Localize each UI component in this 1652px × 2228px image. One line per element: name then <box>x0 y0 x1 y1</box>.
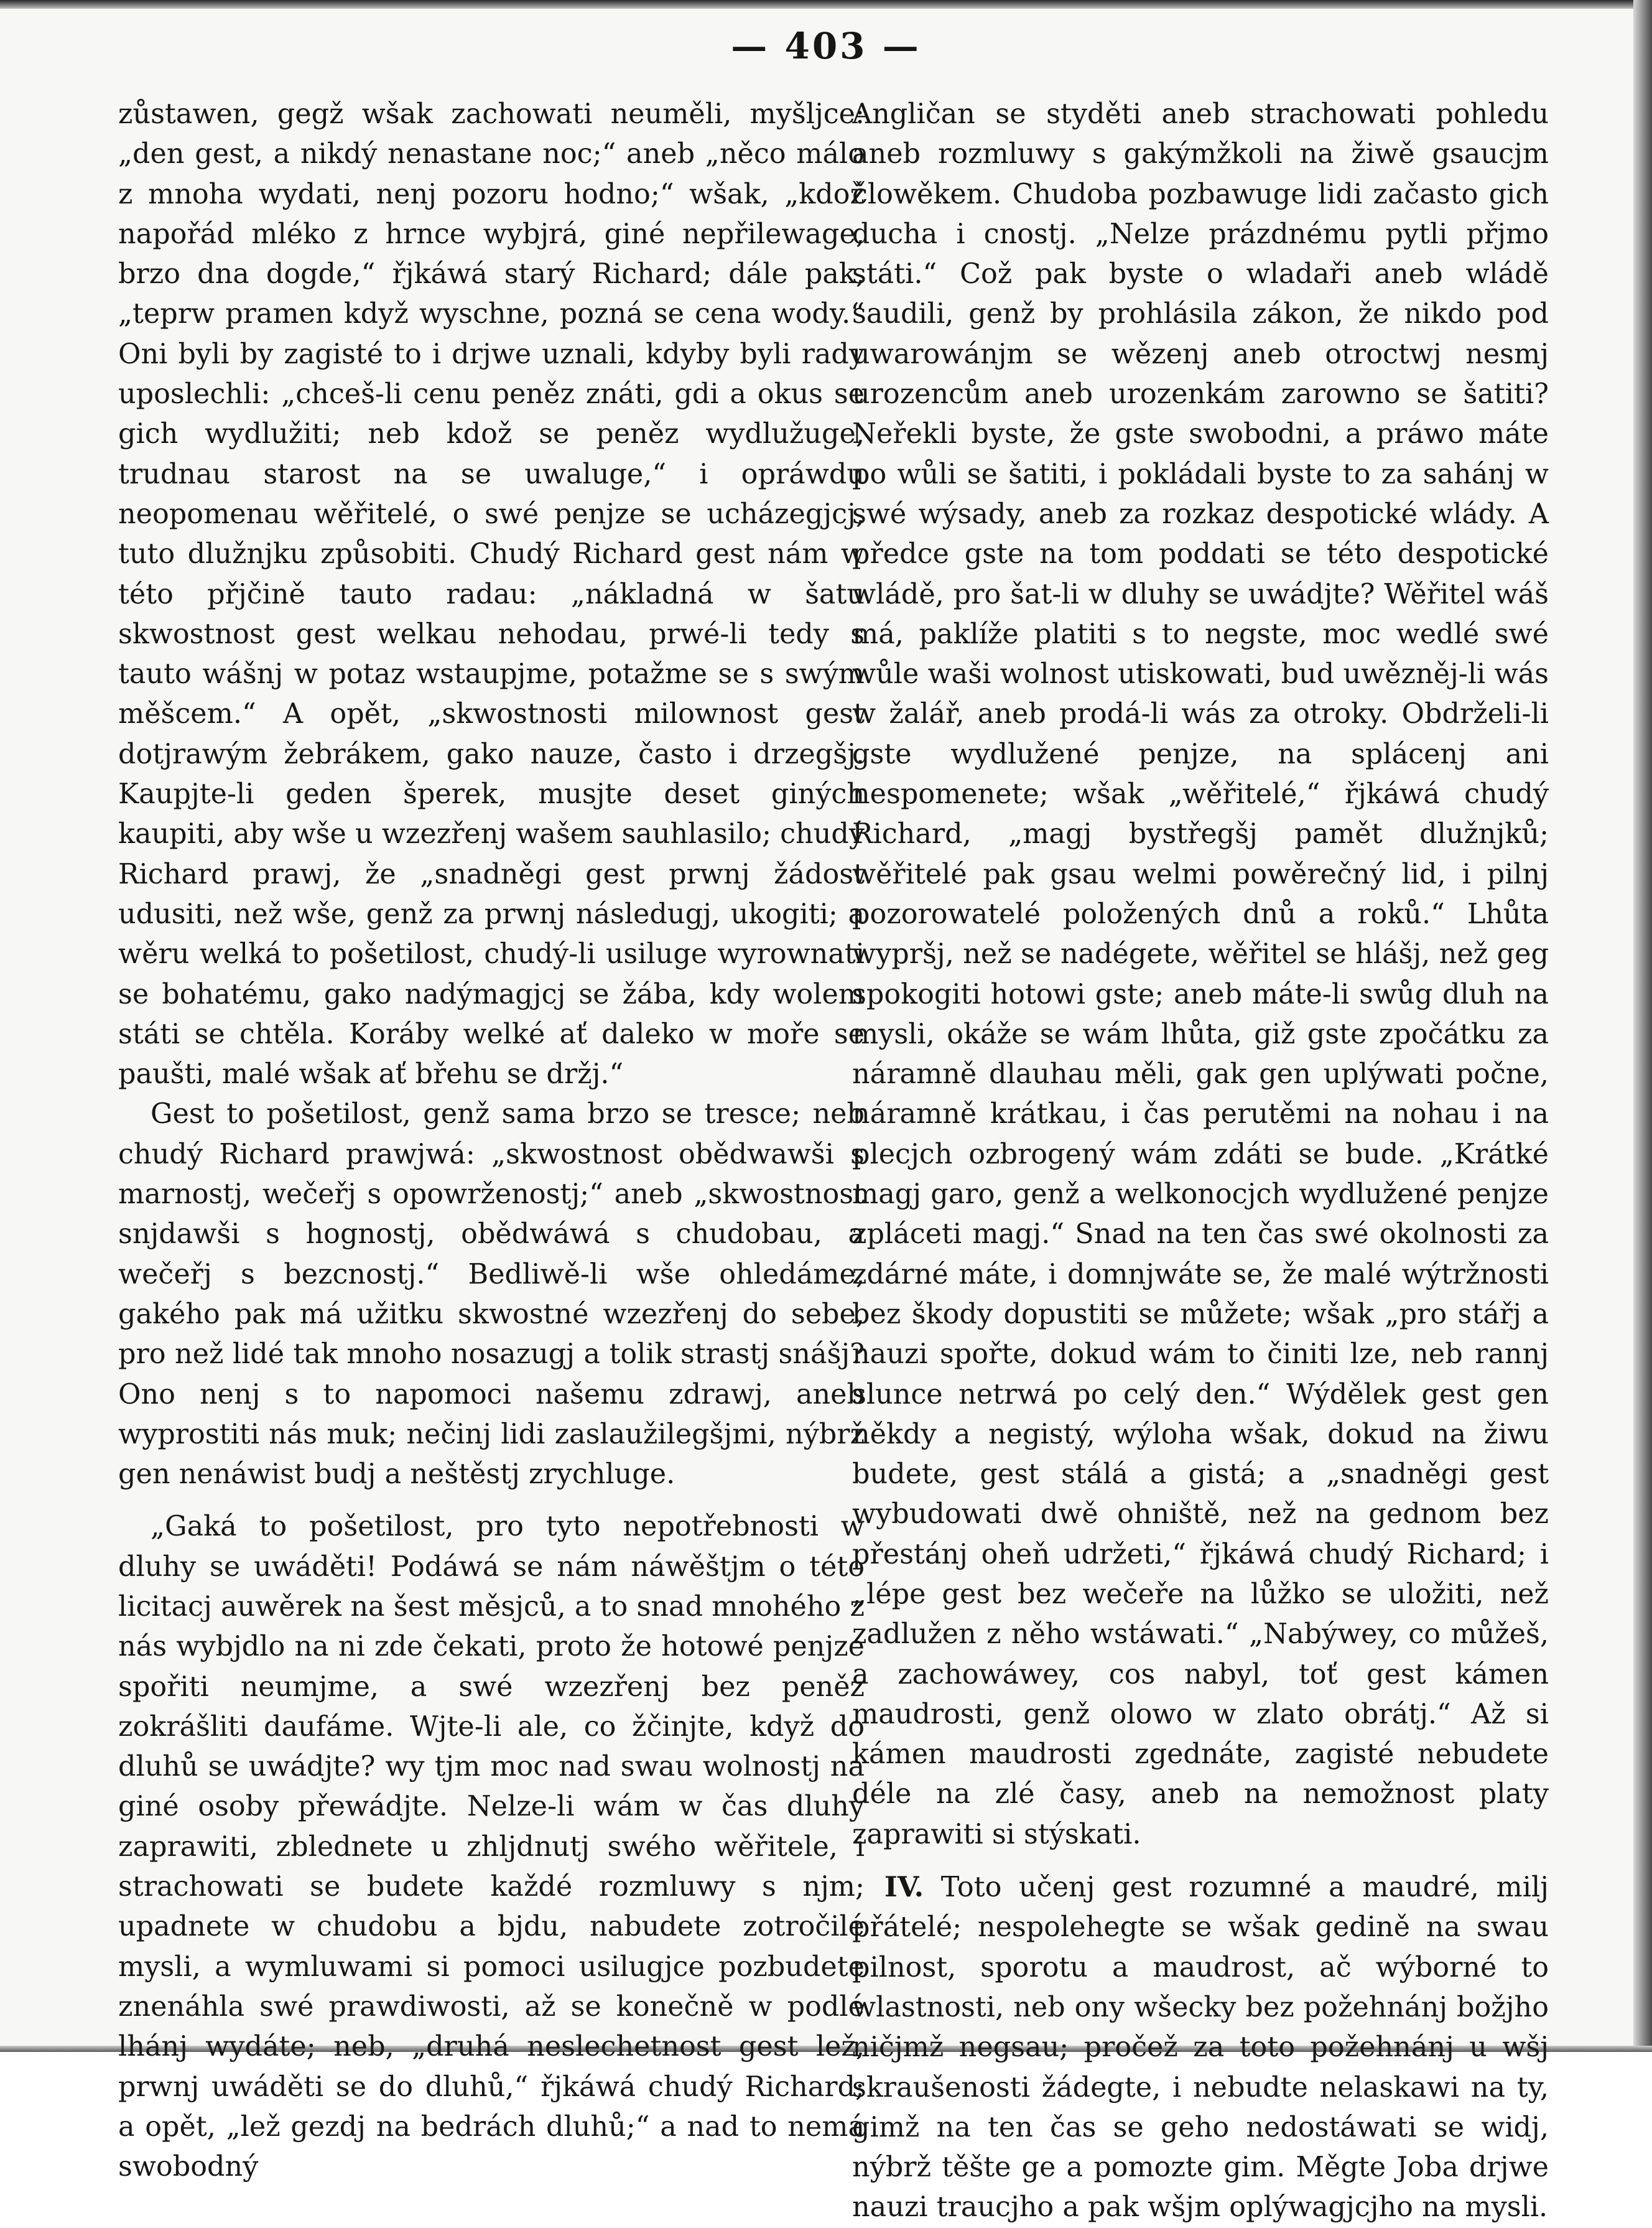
right-column <box>852 95 1549 2228</box>
left-column <box>118 95 865 2187</box>
right-paragraph-1: Angličan se styděti aneb strachowati pohledu aneb rozmluwy s gakýmžkoli na žiwě gsaucjm člowěkem. Chudoba pozbawuge lidi začasto gich ducha i cnostj. „Nelze prázdnému pytli přjmo státi.“ Což pak byste o wladaři aneb wládě saudili, genž by prohlásila zákon, že nikdo pod uwarowánjm se wězenj aneb otroctwj nesmj urozencům aneb urozenkám zarowno se šatiti? Neřekli byste, že gste swobodni, a práwo máte po wůli se šatiti, i pokládali byste to za sahánj w swé wýsady, aneb za rozkaz despotické wlády. A předce gste na tom poddati se této despotické wládě, pro šat-li w dluhy se uwádjte? Wěřitel wáš má, paklíže platiti s to negste, moc wedlé swé wůle waši wolnost utiskowati, bud uwězněj-li wás w žalář, aneb prodá-li wás za otroky. Obdrželi-li gste wydlužené penjze, na splácenj ani nespomenete; wšak „wěřitelé,“ řjkáwá chudý Richard, „magj bystřegšj pamět dlužnjků; wěřitelé pak gsau welmi powěrečný lid, i pilnj pozorowatelé položených dnů a roků.“ Lhůta wypršj, než se nadégete, wěřitel se hlášj, než geg spokogiti hotowi gste; aneb máte-li swůg dluh na mysli, okáže se wám lhůta, giž gste zpočátku za náramně dlauhau měli, gak gen uplýwati počne, náramně krátkau, i čas perutěmi na nohau i na plecjch ozbrogený wám zdáti se bude. „Krátké magj garo, genž a welkonocjch wydlužené penjze zpláceti magj.“ Snad na ten čas swé okolnosti za zdárné máte, i domnjwáte se, že malé wýtržnosti bez škody dopustiti se můžete; wšak „pro stářj a nauzi spořte, dokud wám to činiti lze, neb rannj slunce netrwá po celý den.“ Wýdělek gest gen někdy a negistý, wýloha wšak, dokud na žiwu budete, gest stálá a gistá; a „snadněgi gest wybudowati dwě ohniště, než na gednom bez přestánj oheň udržeti,“ řjkáwá chudý Richard; i „lépe gest bez wečeře na lůžko se uložiti, než zadlužen z něho wstáwati.“ „Nabýwey, co můžeš, a zachowáwey, cos nabyl, toť gest kámen maudrosti, genž olowo w zlato obrátj.“ Až si kámen maudrosti zgednáte, zagisté nebudete déle na zlé časy, aneb na nemožnost platy zaprawiti si stýskati. <box>852 98 1549 1850</box>
page-number: — 403 — <box>731 25 921 67</box>
scan-shadow-top <box>0 0 1652 9</box>
section-iv-paragraph <box>852 1867 1549 2228</box>
section-numeral: IV. <box>884 1871 924 1904</box>
left-paragraph-3: „Gaká to pošetilost, pro tyto nepotřebnosti w dluhy se uwáděti! Podáwá se nám náwěštjm o této licitacj auwěrek na šest měsjců, a to snad mnohého z nás wybjdlo na ni zde čekati, proto že hotowé penjze spořiti neumjme, a swé wzezřenj bez peněz zokrášliti daufáme. Wjte-li ale, co žčinjte, když do dluhů se uwádjte? wy tjm moc nad swau wolnostj na giné osoby přewádjte. Nelze-li wám w čas dluhy zaprawiti, zblednete u zhljdnutj swého wěřitele, i strachowati se budete každé rozmluwy s njm; upadnete w chudobu a bjdu, nabudete zotročilé mysli, a wymluwami si pomoci usilugjce pozbudete znenáhla swé prawdiwosti, až se konečně w podlé lhánj wydáte; neb, „druhá neslechetnost gest lež, prwnj uwáděti se do dluhů,“ řjkáwá chudý Richard; a opět, „lež gezdj na bedrách dluhů;“ a nad to nemá swobodný <box>118 1511 865 2183</box>
section-text: Toto učenj gest rozumné a maudré, milj přátelé; nespolehegte se wšak gedině na swau pilnost, sporotu a maudrost, ač wýborné to wlastnosti, neb ony wšecky bez požehnánj božjho ničjmž negsau; pročež za toto požehnánj u wšj skraušenosti žádegte, i nebudte nelaskawi na ty, gimž na ten čas se geho nedostáwati se widj, nýbrž těšte ge a pomozte gim. Měgte Joba drjwe nauzi traucjho a pak wšjm oplýwagjcjho na mysli. <box>852 1871 1549 2224</box>
scan-shadow-right <box>1633 0 1652 2052</box>
left-paragraph-2: Gest to pošetilost, genž sama brzo se tresce; neb chudý Richard prawjwá: „skwostnost obědwawši s marnostj, wečeřj s opowrženostj;“ aneb „skwostnost snjdawši s hognostj, obědwáwá s chudobau, a wečeřj s bezcnostj.“ Bedliwě-li wše ohledáme, gakého pak má užitku skwostné wzezřenj do sebe, pro než lidé tak mnoho nosazugj a tolik strastj snášj? Ono nenj s to napomoci našemu zdrawj, aneb wyprostiti nás muk; nečinj lidi zaslaužilegšjmi, nýbrž gen nenáwist budj a neštěstj zrychluge. <box>118 1098 865 1491</box>
left-paragraph-1: zůstawen, gegž wšak zachowati neuměli, myšljce: „den gest, a nikdý nenastane noc;“ aneb „něco málo z mnoha wydati, nenj pozoru hodno;“ wšak, „kdož napořád mléko z hrnce wybjrá, giné nepřilewage, brzo dna dogde,“ řjkáwá starý Richard; dále pak, „teprw pramen když wyschne, pozná se cena wody.“ Oni byli by zagisté to i drjwe uznali, kdyby byli rady uposlechli: „chceš-li cenu peněz znáti, gdi a okus se gich wydlužiti; neb kdož se peněz wydlužuge, trudnau starost na se uwaluge,“ i opráwdu neopomenau wěřitelé, o swé penjze se ucházegjcj, tuto dlužnjku způsobiti. Chudý Richard gest nám w této přjčině tauto radau: „nákladná w šatu skwostnost gest welkau nehodau, prwé-li tedy s tauto wášnj w potaz wstaupjme, potažme se s swým měšcem.“ A opět, „skwostnosti milownost gest dotjrawým žebrákem, gako nauze, často i drzegšj. Kaupjte-li geden šperek, musjte deset giných kaupiti, aby wše u wzezřenj wašem sauhlasilo; chudý Richard prawj, že „snadněgi gest prwnj žádost udusiti, než wše, genž za prwnj následugj, ukogiti; a wěru welká to pošetilost, chudý-li usiluge wyrownati se bohatému, gako nadýmagjcj se žába, kdy wolem státi se chtěla. Koráby welké ať daleko w moře se paušti, malé wšak ať břehu se držj.“ <box>118 98 865 1091</box>
